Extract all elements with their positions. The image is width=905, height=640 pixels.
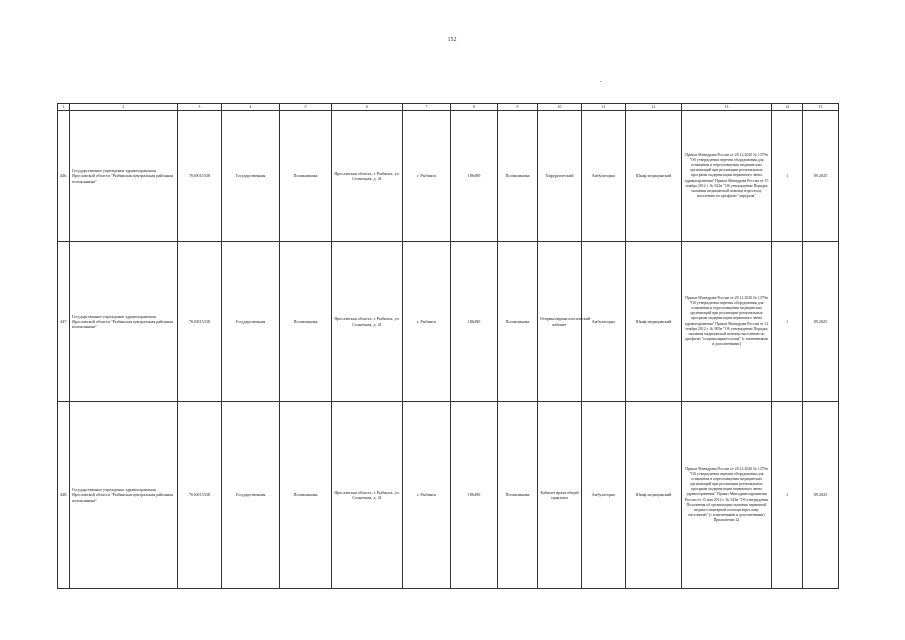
care-condition: Амбулаторно — [582, 402, 626, 589]
facility-type: Поликлиника — [280, 111, 332, 242]
page-number: 152 — [447, 37, 457, 43]
department: Поликлиника — [498, 111, 538, 242]
column-number: 10 — [538, 104, 582, 111]
care-condition: Амбулаторно — [582, 111, 626, 242]
equipment-name: Шкаф медицинский — [626, 242, 682, 402]
column-number: 3 — [178, 104, 222, 111]
table-row — [58, 242, 839, 402]
column-number: 5 — [280, 104, 332, 111]
column-number: 2 — [70, 104, 178, 111]
scan-speck — [600, 81, 601, 82]
row-number: 448. — [58, 402, 70, 589]
equipment-name: Шкаф медицинский — [626, 111, 682, 242]
regulatory-document: Приказ Минздрава России от 28.12.2020 № 1379н "Об утверждении перечня оборудования для оснащения и переоснащения медицинских организаций при реализации региональных программ модернизации первичного звена здравоохранения" Приказ Минздрава России от 12 ноября 2012 г. № 905н "Об утверждении Порядка оказания медицинской помощи населению по профилю "оториноларингология" (с изменениями и дополнениями) — [682, 242, 772, 402]
column-number: 1 — [58, 104, 70, 111]
column-number: 14 — [772, 104, 803, 111]
regulatory-document: Приказ Минздрава России от 28.12.2020 № 1379н "Об утверждении перечня оборудования для оснащения и переоснащения медицинских организаций при реализации региональных программ модернизации первичного звена здравоохранения" Приказ Минздравсоцразвития России от 15 мая 2012 г. № 543н "Об утверждении Положения об организации оказания первичной медико-санитарной помощи взрослому населению" (с изменениями и дополнениями) Приложение 22 — [682, 402, 772, 589]
inn: 7610015338 — [178, 111, 222, 242]
delivery-date: 09.2025 — [803, 111, 839, 242]
quantity: 1 — [772, 111, 803, 242]
delivery-date: 09.2025 — [803, 242, 839, 402]
column-number: 12 — [626, 104, 682, 111]
ownership-form: Государственная — [222, 402, 280, 589]
column-number: 7 — [403, 104, 451, 111]
table-row — [58, 111, 839, 242]
column-number: 9 — [498, 104, 538, 111]
department: Поликлиника — [498, 402, 538, 589]
department: Поликлиника — [498, 242, 538, 402]
ownership-form: Государственная — [222, 111, 280, 242]
equipment-name: Шкаф медицинский — [626, 402, 682, 589]
unit: Хирургический — [538, 111, 582, 242]
city: г. Рыбинск — [403, 402, 451, 589]
postal-code: 186490 — [451, 111, 498, 242]
organization-name: Государственное учреждение здравоохранения Ярославской области "Рыбинская центральная районная поликлиника" — [70, 242, 178, 402]
inn: 7610015338 — [178, 242, 222, 402]
table-row — [58, 402, 839, 589]
postal-code: 186490 — [451, 402, 498, 589]
column-number: 15 — [803, 104, 839, 111]
unit: Оториноларингологический кабинет — [538, 242, 582, 402]
inn: 7610015338 — [178, 402, 222, 589]
column-number-row — [58, 104, 839, 111]
column-number: 4 — [222, 104, 280, 111]
city: г. Рыбинск — [403, 242, 451, 402]
column-number: 6 — [332, 104, 403, 111]
ownership-form: Государственная — [222, 242, 280, 402]
facility-type: Поликлиника — [280, 242, 332, 402]
regulatory-document: Приказ Минздрава России от 28.12.2020 № 1379н "Об утверждении перечня оборудования для оснащения и переоснащения медицинских организаций при реализации региональных программ модернизации первичного звена здравоохранения" Приказ Минздрава России от 15 ноября 2012 г. № 922н "Об утверждении Порядка оказания медицинской помощи взрослому населению по профилю "хирургия" — [682, 111, 772, 242]
address: Ярославская область, г. Рыбинск, ул. Солнечная, д. 41 — [332, 402, 403, 589]
delivery-date: 09.2025 — [803, 402, 839, 589]
facility-type: Поликлиника — [280, 402, 332, 589]
organization-name: Государственное учреждение здравоохранения Ярославской области "Рыбинская центральная районная поликлиника" — [70, 111, 178, 242]
unit: Кабинет врача общей практики — [538, 402, 582, 589]
column-number: 8 — [451, 104, 498, 111]
quantity: 1 — [772, 402, 803, 589]
address: Ярославская область, г. Рыбинск, ул. Солнечная, д. 41 — [332, 242, 403, 402]
column-number: 13 — [682, 104, 772, 111]
postal-code: 186490 — [451, 242, 498, 402]
city: г. Рыбинск — [403, 111, 451, 242]
row-number: 447. — [58, 242, 70, 402]
column-number: 11 — [582, 104, 626, 111]
quantity: 1 — [772, 242, 803, 402]
address: Ярославская область, г. Рыбинск, ул. Солнечная, д. 41 — [332, 111, 403, 242]
row-number: 446. — [58, 111, 70, 242]
organization-name: Государственное учреждение здравоохранения Ярославской области "Рыбинская центральная районная поликлиника" — [70, 402, 178, 589]
registry-table — [57, 103, 839, 589]
care-condition: Амбулаторно — [582, 242, 626, 402]
